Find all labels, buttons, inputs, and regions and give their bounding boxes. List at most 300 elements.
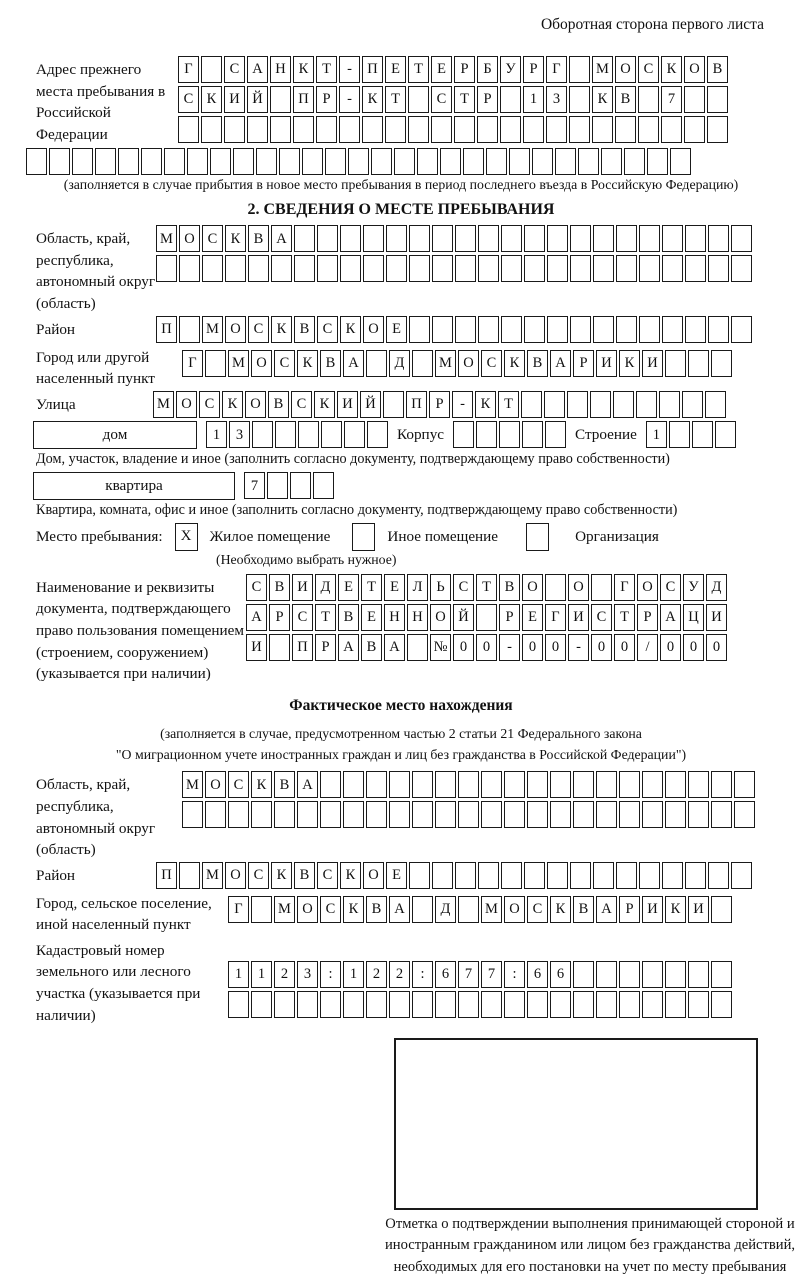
char-cell[interactable] xyxy=(639,255,660,282)
char-cell[interactable] xyxy=(619,961,640,988)
char-cell[interactable]: В xyxy=(294,316,315,343)
char-cell[interactable]: М xyxy=(153,391,174,418)
char-cell[interactable] xyxy=(293,116,314,143)
char-cell[interactable] xyxy=(202,255,223,282)
char-cell[interactable] xyxy=(596,961,617,988)
char-cell[interactable]: Р xyxy=(429,391,450,418)
char-cell[interactable]: А xyxy=(247,56,268,83)
char-cell[interactable] xyxy=(731,862,752,889)
char-cell[interactable] xyxy=(343,801,364,828)
char-cell[interactable]: О xyxy=(179,225,200,252)
char-cell[interactable] xyxy=(325,148,346,175)
char-cell[interactable] xyxy=(708,316,729,343)
char-cell[interactable] xyxy=(547,255,568,282)
char-cell[interactable] xyxy=(659,391,680,418)
char-cell[interactable] xyxy=(593,316,614,343)
char-cell[interactable]: С xyxy=(527,896,548,923)
char-cell[interactable] xyxy=(682,391,703,418)
char-cell[interactable] xyxy=(596,771,617,798)
char-cell[interactable] xyxy=(705,391,726,418)
char-cell[interactable] xyxy=(665,801,686,828)
char-cell[interactable]: О xyxy=(176,391,197,418)
char-cell[interactable] xyxy=(412,991,433,1018)
char-cell[interactable]: И xyxy=(224,86,245,113)
char-cell[interactable] xyxy=(615,116,636,143)
char-cell[interactable] xyxy=(455,316,476,343)
char-cell[interactable]: К xyxy=(362,86,383,113)
char-cell[interactable] xyxy=(619,801,640,828)
char-cell[interactable] xyxy=(49,148,70,175)
char-cell[interactable] xyxy=(409,255,430,282)
char-cell[interactable] xyxy=(458,896,479,923)
char-cell[interactable]: 1 xyxy=(646,421,667,448)
char-cell[interactable] xyxy=(366,801,387,828)
char-cell[interactable] xyxy=(639,316,660,343)
char-cell[interactable]: К xyxy=(340,862,361,889)
char-cell[interactable] xyxy=(711,350,732,377)
char-cell[interactable]: Р xyxy=(523,56,544,83)
char-cell[interactable]: 0 xyxy=(453,634,474,661)
char-cell[interactable] xyxy=(616,255,637,282)
char-cell[interactable] xyxy=(522,421,543,448)
char-cell[interactable]: 0 xyxy=(545,634,566,661)
char-cell[interactable] xyxy=(734,771,755,798)
char-cell[interactable] xyxy=(616,316,637,343)
char-cell[interactable]: К xyxy=(665,896,686,923)
char-cell[interactable]: К xyxy=(343,896,364,923)
char-cell[interactable] xyxy=(275,421,296,448)
char-cell[interactable] xyxy=(320,801,341,828)
char-cell[interactable] xyxy=(524,862,545,889)
char-cell[interactable] xyxy=(478,316,499,343)
char-cell[interactable] xyxy=(593,862,614,889)
char-cell[interactable] xyxy=(570,862,591,889)
char-cell[interactable] xyxy=(707,116,728,143)
char-cell[interactable] xyxy=(504,801,525,828)
char-cell[interactable] xyxy=(455,862,476,889)
char-cell[interactable] xyxy=(545,574,566,601)
char-cell[interactable]: С xyxy=(453,574,474,601)
char-cell[interactable]: № xyxy=(430,634,451,661)
char-cell[interactable]: Д xyxy=(706,574,727,601)
char-cell[interactable]: К xyxy=(475,391,496,418)
char-cell[interactable] xyxy=(201,116,222,143)
char-cell[interactable] xyxy=(639,225,660,252)
char-cell[interactable] xyxy=(248,255,269,282)
char-cell[interactable] xyxy=(431,116,452,143)
char-cell[interactable] xyxy=(711,896,732,923)
char-cell[interactable]: - xyxy=(568,634,589,661)
char-cell[interactable]: О xyxy=(363,316,384,343)
char-cell[interactable] xyxy=(386,225,407,252)
char-cell[interactable] xyxy=(313,472,334,499)
char-cell[interactable]: 7 xyxy=(481,961,502,988)
char-cell[interactable]: Т xyxy=(476,574,497,601)
char-cell[interactable] xyxy=(524,255,545,282)
char-cell[interactable]: М xyxy=(202,862,223,889)
char-cell[interactable]: В xyxy=(573,896,594,923)
char-cell[interactable] xyxy=(317,225,338,252)
char-cell[interactable]: Е xyxy=(386,862,407,889)
char-cell[interactable] xyxy=(688,991,709,1018)
char-cell[interactable] xyxy=(179,255,200,282)
char-cell[interactable] xyxy=(665,771,686,798)
char-cell[interactable] xyxy=(638,86,659,113)
char-cell[interactable]: К xyxy=(592,86,613,113)
char-cell[interactable]: М xyxy=(435,350,456,377)
char-cell[interactable] xyxy=(500,116,521,143)
char-cell[interactable] xyxy=(339,116,360,143)
char-cell[interactable]: И xyxy=(642,350,663,377)
char-cell[interactable]: С xyxy=(591,604,612,631)
char-cell[interactable] xyxy=(685,225,706,252)
char-cell[interactable]: Р xyxy=(573,350,594,377)
char-cell[interactable] xyxy=(178,116,199,143)
char-cell[interactable]: С xyxy=(317,316,338,343)
char-cell[interactable] xyxy=(550,991,571,1018)
char-cell[interactable] xyxy=(340,225,361,252)
char-cell[interactable] xyxy=(619,771,640,798)
char-cell[interactable] xyxy=(639,862,660,889)
char-cell[interactable] xyxy=(684,116,705,143)
char-cell[interactable]: С xyxy=(178,86,199,113)
char-cell[interactable]: М xyxy=(182,771,203,798)
char-cell[interactable] xyxy=(708,255,729,282)
char-cell[interactable]: С xyxy=(431,86,452,113)
char-cell[interactable]: О xyxy=(430,604,451,631)
char-cell[interactable] xyxy=(665,350,686,377)
char-cell[interactable] xyxy=(187,148,208,175)
char-cell[interactable]: Е xyxy=(361,604,382,631)
char-cell[interactable]: М xyxy=(228,350,249,377)
char-cell[interactable]: Н xyxy=(270,56,291,83)
char-cell[interactable]: О xyxy=(637,574,658,601)
char-cell[interactable]: О xyxy=(297,896,318,923)
char-cell[interactable] xyxy=(455,255,476,282)
char-cell[interactable]: / xyxy=(637,634,658,661)
char-cell[interactable] xyxy=(383,391,404,418)
char-cell[interactable]: И xyxy=(568,604,589,631)
char-cell[interactable]: В xyxy=(269,574,290,601)
char-cell[interactable]: И xyxy=(292,574,313,601)
char-cell[interactable]: Е xyxy=(384,574,405,601)
char-cell[interactable] xyxy=(715,421,736,448)
char-cell[interactable] xyxy=(573,801,594,828)
char-cell[interactable] xyxy=(463,148,484,175)
char-cell[interactable]: : xyxy=(504,961,525,988)
char-cell[interactable]: Е xyxy=(386,316,407,343)
char-cell[interactable] xyxy=(409,316,430,343)
char-cell[interactable] xyxy=(432,225,453,252)
char-cell[interactable] xyxy=(256,148,277,175)
char-cell[interactable]: : xyxy=(320,961,341,988)
char-cell[interactable] xyxy=(279,148,300,175)
char-cell[interactable] xyxy=(455,225,476,252)
char-cell[interactable] xyxy=(567,391,588,418)
char-cell[interactable] xyxy=(670,148,691,175)
char-cell[interactable]: К xyxy=(201,86,222,113)
char-cell[interactable]: А xyxy=(343,350,364,377)
char-cell[interactable] xyxy=(688,961,709,988)
char-cell[interactable]: К xyxy=(225,225,246,252)
char-cell[interactable] xyxy=(294,255,315,282)
char-cell[interactable]: О xyxy=(522,574,543,601)
char-cell[interactable] xyxy=(590,391,611,418)
char-cell[interactable]: М xyxy=(274,896,295,923)
char-cell[interactable] xyxy=(435,801,456,828)
char-cell[interactable]: 3 xyxy=(229,421,250,448)
char-cell[interactable] xyxy=(688,801,709,828)
char-cell[interactable]: Г xyxy=(182,350,203,377)
char-cell[interactable] xyxy=(297,801,318,828)
char-cell[interactable] xyxy=(478,255,499,282)
char-cell[interactable] xyxy=(570,316,591,343)
char-cell[interactable] xyxy=(95,148,116,175)
char-cell[interactable]: Д xyxy=(315,574,336,601)
char-cell[interactable]: Е xyxy=(385,56,406,83)
char-cell[interactable]: Т xyxy=(614,604,635,631)
char-cell[interactable] xyxy=(501,225,522,252)
char-cell[interactable] xyxy=(409,862,430,889)
char-cell[interactable] xyxy=(685,862,706,889)
char-cell[interactable]: А xyxy=(338,634,359,661)
char-cell[interactable] xyxy=(297,991,318,1018)
char-cell[interactable]: 3 xyxy=(297,961,318,988)
char-cell[interactable] xyxy=(118,148,139,175)
char-cell[interactable] xyxy=(685,316,706,343)
char-cell[interactable] xyxy=(711,991,732,1018)
char-cell[interactable] xyxy=(344,421,365,448)
char-cell[interactable] xyxy=(636,391,657,418)
char-cell[interactable]: В xyxy=(499,574,520,601)
char-cell[interactable]: В xyxy=(248,225,269,252)
char-cell[interactable] xyxy=(417,148,438,175)
char-cell[interactable]: 2 xyxy=(389,961,410,988)
char-cell[interactable] xyxy=(591,574,612,601)
char-cell[interactable] xyxy=(573,991,594,1018)
char-cell[interactable]: О xyxy=(684,56,705,83)
char-cell[interactable]: О xyxy=(615,56,636,83)
char-cell[interactable] xyxy=(593,255,614,282)
char-cell[interactable]: 1 xyxy=(523,86,544,113)
char-cell[interactable] xyxy=(179,862,200,889)
char-cell[interactable] xyxy=(593,225,614,252)
char-cell[interactable] xyxy=(661,116,682,143)
char-cell[interactable]: И xyxy=(642,896,663,923)
char-cell[interactable] xyxy=(317,255,338,282)
char-cell[interactable]: С xyxy=(199,391,220,418)
char-cell[interactable]: 1 xyxy=(206,421,227,448)
char-cell[interactable] xyxy=(734,801,755,828)
char-cell[interactable]: Р xyxy=(316,86,337,113)
char-cell[interactable] xyxy=(367,421,388,448)
char-cell[interactable]: С xyxy=(202,225,223,252)
char-cell[interactable] xyxy=(481,991,502,1018)
char-cell[interactable] xyxy=(616,225,637,252)
char-cell[interactable] xyxy=(638,116,659,143)
char-cell[interactable] xyxy=(233,148,254,175)
char-cell[interactable] xyxy=(596,991,617,1018)
char-cell[interactable]: К xyxy=(340,316,361,343)
char-cell[interactable]: Г xyxy=(614,574,635,601)
char-cell[interactable] xyxy=(546,116,567,143)
char-cell[interactable] xyxy=(642,961,663,988)
char-cell[interactable] xyxy=(527,771,548,798)
char-cell[interactable] xyxy=(371,148,392,175)
char-cell[interactable]: С xyxy=(248,316,269,343)
char-cell[interactable]: Й xyxy=(247,86,268,113)
char-cell[interactable]: О xyxy=(568,574,589,601)
char-cell[interactable]: У xyxy=(683,574,704,601)
char-cell[interactable]: 1 xyxy=(343,961,364,988)
char-cell[interactable] xyxy=(478,862,499,889)
char-cell[interactable]: В xyxy=(361,634,382,661)
char-cell[interactable] xyxy=(164,148,185,175)
char-cell[interactable] xyxy=(711,801,732,828)
char-cell[interactable] xyxy=(201,56,222,83)
char-cell[interactable]: К xyxy=(293,56,314,83)
char-cell[interactable] xyxy=(499,421,520,448)
char-cell[interactable] xyxy=(228,991,249,1018)
char-cell[interactable] xyxy=(500,86,521,113)
char-cell[interactable]: П xyxy=(156,316,177,343)
char-cell[interactable] xyxy=(225,255,246,282)
char-cell[interactable] xyxy=(251,896,272,923)
char-cell[interactable] xyxy=(407,634,428,661)
char-cell[interactable] xyxy=(412,896,433,923)
char-cell[interactable]: П xyxy=(362,56,383,83)
char-cell[interactable] xyxy=(731,225,752,252)
char-cell[interactable] xyxy=(320,991,341,1018)
char-cell[interactable] xyxy=(708,862,729,889)
char-cell[interactable]: Р xyxy=(269,604,290,631)
checkbox-zhiloe[interactable]: X xyxy=(175,523,198,551)
char-cell[interactable] xyxy=(669,421,690,448)
char-cell[interactable]: А xyxy=(389,896,410,923)
char-cell[interactable] xyxy=(569,86,590,113)
char-cell[interactable]: М xyxy=(202,316,223,343)
char-cell[interactable]: С xyxy=(274,350,295,377)
char-cell[interactable]: В xyxy=(527,350,548,377)
char-cell[interactable]: 0 xyxy=(683,634,704,661)
char-cell[interactable]: 0 xyxy=(591,634,612,661)
char-cell[interactable] xyxy=(141,148,162,175)
char-cell[interactable]: 1 xyxy=(228,961,249,988)
char-cell[interactable] xyxy=(476,421,497,448)
char-cell[interactable]: А xyxy=(660,604,681,631)
char-cell[interactable] xyxy=(662,862,683,889)
char-cell[interactable] xyxy=(624,148,645,175)
char-cell[interactable] xyxy=(504,771,525,798)
char-cell[interactable]: Д xyxy=(389,350,410,377)
char-cell[interactable] xyxy=(642,801,663,828)
char-cell[interactable]: А xyxy=(297,771,318,798)
char-cell[interactable] xyxy=(205,350,226,377)
char-cell[interactable] xyxy=(550,771,571,798)
char-cell[interactable]: 3 xyxy=(546,86,567,113)
char-cell[interactable]: С xyxy=(291,391,312,418)
char-cell[interactable] xyxy=(527,801,548,828)
char-cell[interactable] xyxy=(569,56,590,83)
char-cell[interactable]: А xyxy=(596,896,617,923)
char-cell[interactable]: О xyxy=(245,391,266,418)
char-cell[interactable] xyxy=(569,116,590,143)
char-cell[interactable]: 2 xyxy=(274,961,295,988)
char-cell[interactable]: С xyxy=(246,574,267,601)
char-cell[interactable] xyxy=(412,771,433,798)
char-cell[interactable] xyxy=(340,255,361,282)
char-cell[interactable]: 1 xyxy=(251,961,272,988)
char-cell[interactable] xyxy=(601,148,622,175)
char-cell[interactable]: 0 xyxy=(660,634,681,661)
char-cell[interactable] xyxy=(524,316,545,343)
char-cell[interactable]: Р xyxy=(619,896,640,923)
char-cell[interactable] xyxy=(662,225,683,252)
char-cell[interactable]: 0 xyxy=(476,634,497,661)
char-cell[interactable]: О xyxy=(251,350,272,377)
char-cell[interactable] xyxy=(458,771,479,798)
char-cell[interactable]: Д xyxy=(435,896,456,923)
char-cell[interactable]: К xyxy=(504,350,525,377)
char-cell[interactable] xyxy=(524,225,545,252)
char-cell[interactable] xyxy=(432,316,453,343)
char-cell[interactable]: 6 xyxy=(435,961,456,988)
char-cell[interactable]: А xyxy=(384,634,405,661)
char-cell[interactable] xyxy=(711,771,732,798)
char-cell[interactable]: О xyxy=(363,862,384,889)
char-cell[interactable]: М xyxy=(592,56,613,83)
char-cell[interactable] xyxy=(662,316,683,343)
char-cell[interactable] xyxy=(408,116,429,143)
char-cell[interactable]: - xyxy=(499,634,520,661)
char-cell[interactable]: С xyxy=(292,604,313,631)
char-cell[interactable]: Л xyxy=(407,574,428,601)
char-cell[interactable]: Н xyxy=(407,604,428,631)
char-cell[interactable]: 6 xyxy=(550,961,571,988)
char-cell[interactable] xyxy=(290,472,311,499)
char-cell[interactable] xyxy=(251,801,272,828)
char-cell[interactable]: 2 xyxy=(366,961,387,988)
char-cell[interactable]: К xyxy=(271,862,292,889)
char-cell[interactable]: П xyxy=(406,391,427,418)
char-cell[interactable] xyxy=(435,991,456,1018)
char-cell[interactable]: О xyxy=(205,771,226,798)
char-cell[interactable]: В xyxy=(294,862,315,889)
char-cell[interactable]: Е xyxy=(431,56,452,83)
char-cell[interactable]: Г xyxy=(228,896,249,923)
char-cell[interactable] xyxy=(509,148,530,175)
char-cell[interactable] xyxy=(707,86,728,113)
char-cell[interactable] xyxy=(274,801,295,828)
char-cell[interactable]: В xyxy=(615,86,636,113)
char-cell[interactable] xyxy=(550,801,571,828)
char-cell[interactable] xyxy=(302,148,323,175)
char-cell[interactable]: Б xyxy=(477,56,498,83)
char-cell[interactable] xyxy=(454,116,475,143)
char-cell[interactable] xyxy=(501,316,522,343)
char-cell[interactable] xyxy=(458,801,479,828)
char-cell[interactable]: - xyxy=(452,391,473,418)
char-cell[interactable]: К xyxy=(550,896,571,923)
char-cell[interactable]: И xyxy=(706,604,727,631)
char-cell[interactable] xyxy=(408,86,429,113)
char-cell[interactable] xyxy=(247,116,268,143)
kvartira-box[interactable]: квартира xyxy=(33,472,235,500)
char-cell[interactable] xyxy=(179,316,200,343)
char-cell[interactable] xyxy=(274,991,295,1018)
char-cell[interactable] xyxy=(662,255,683,282)
char-cell[interactable] xyxy=(386,255,407,282)
